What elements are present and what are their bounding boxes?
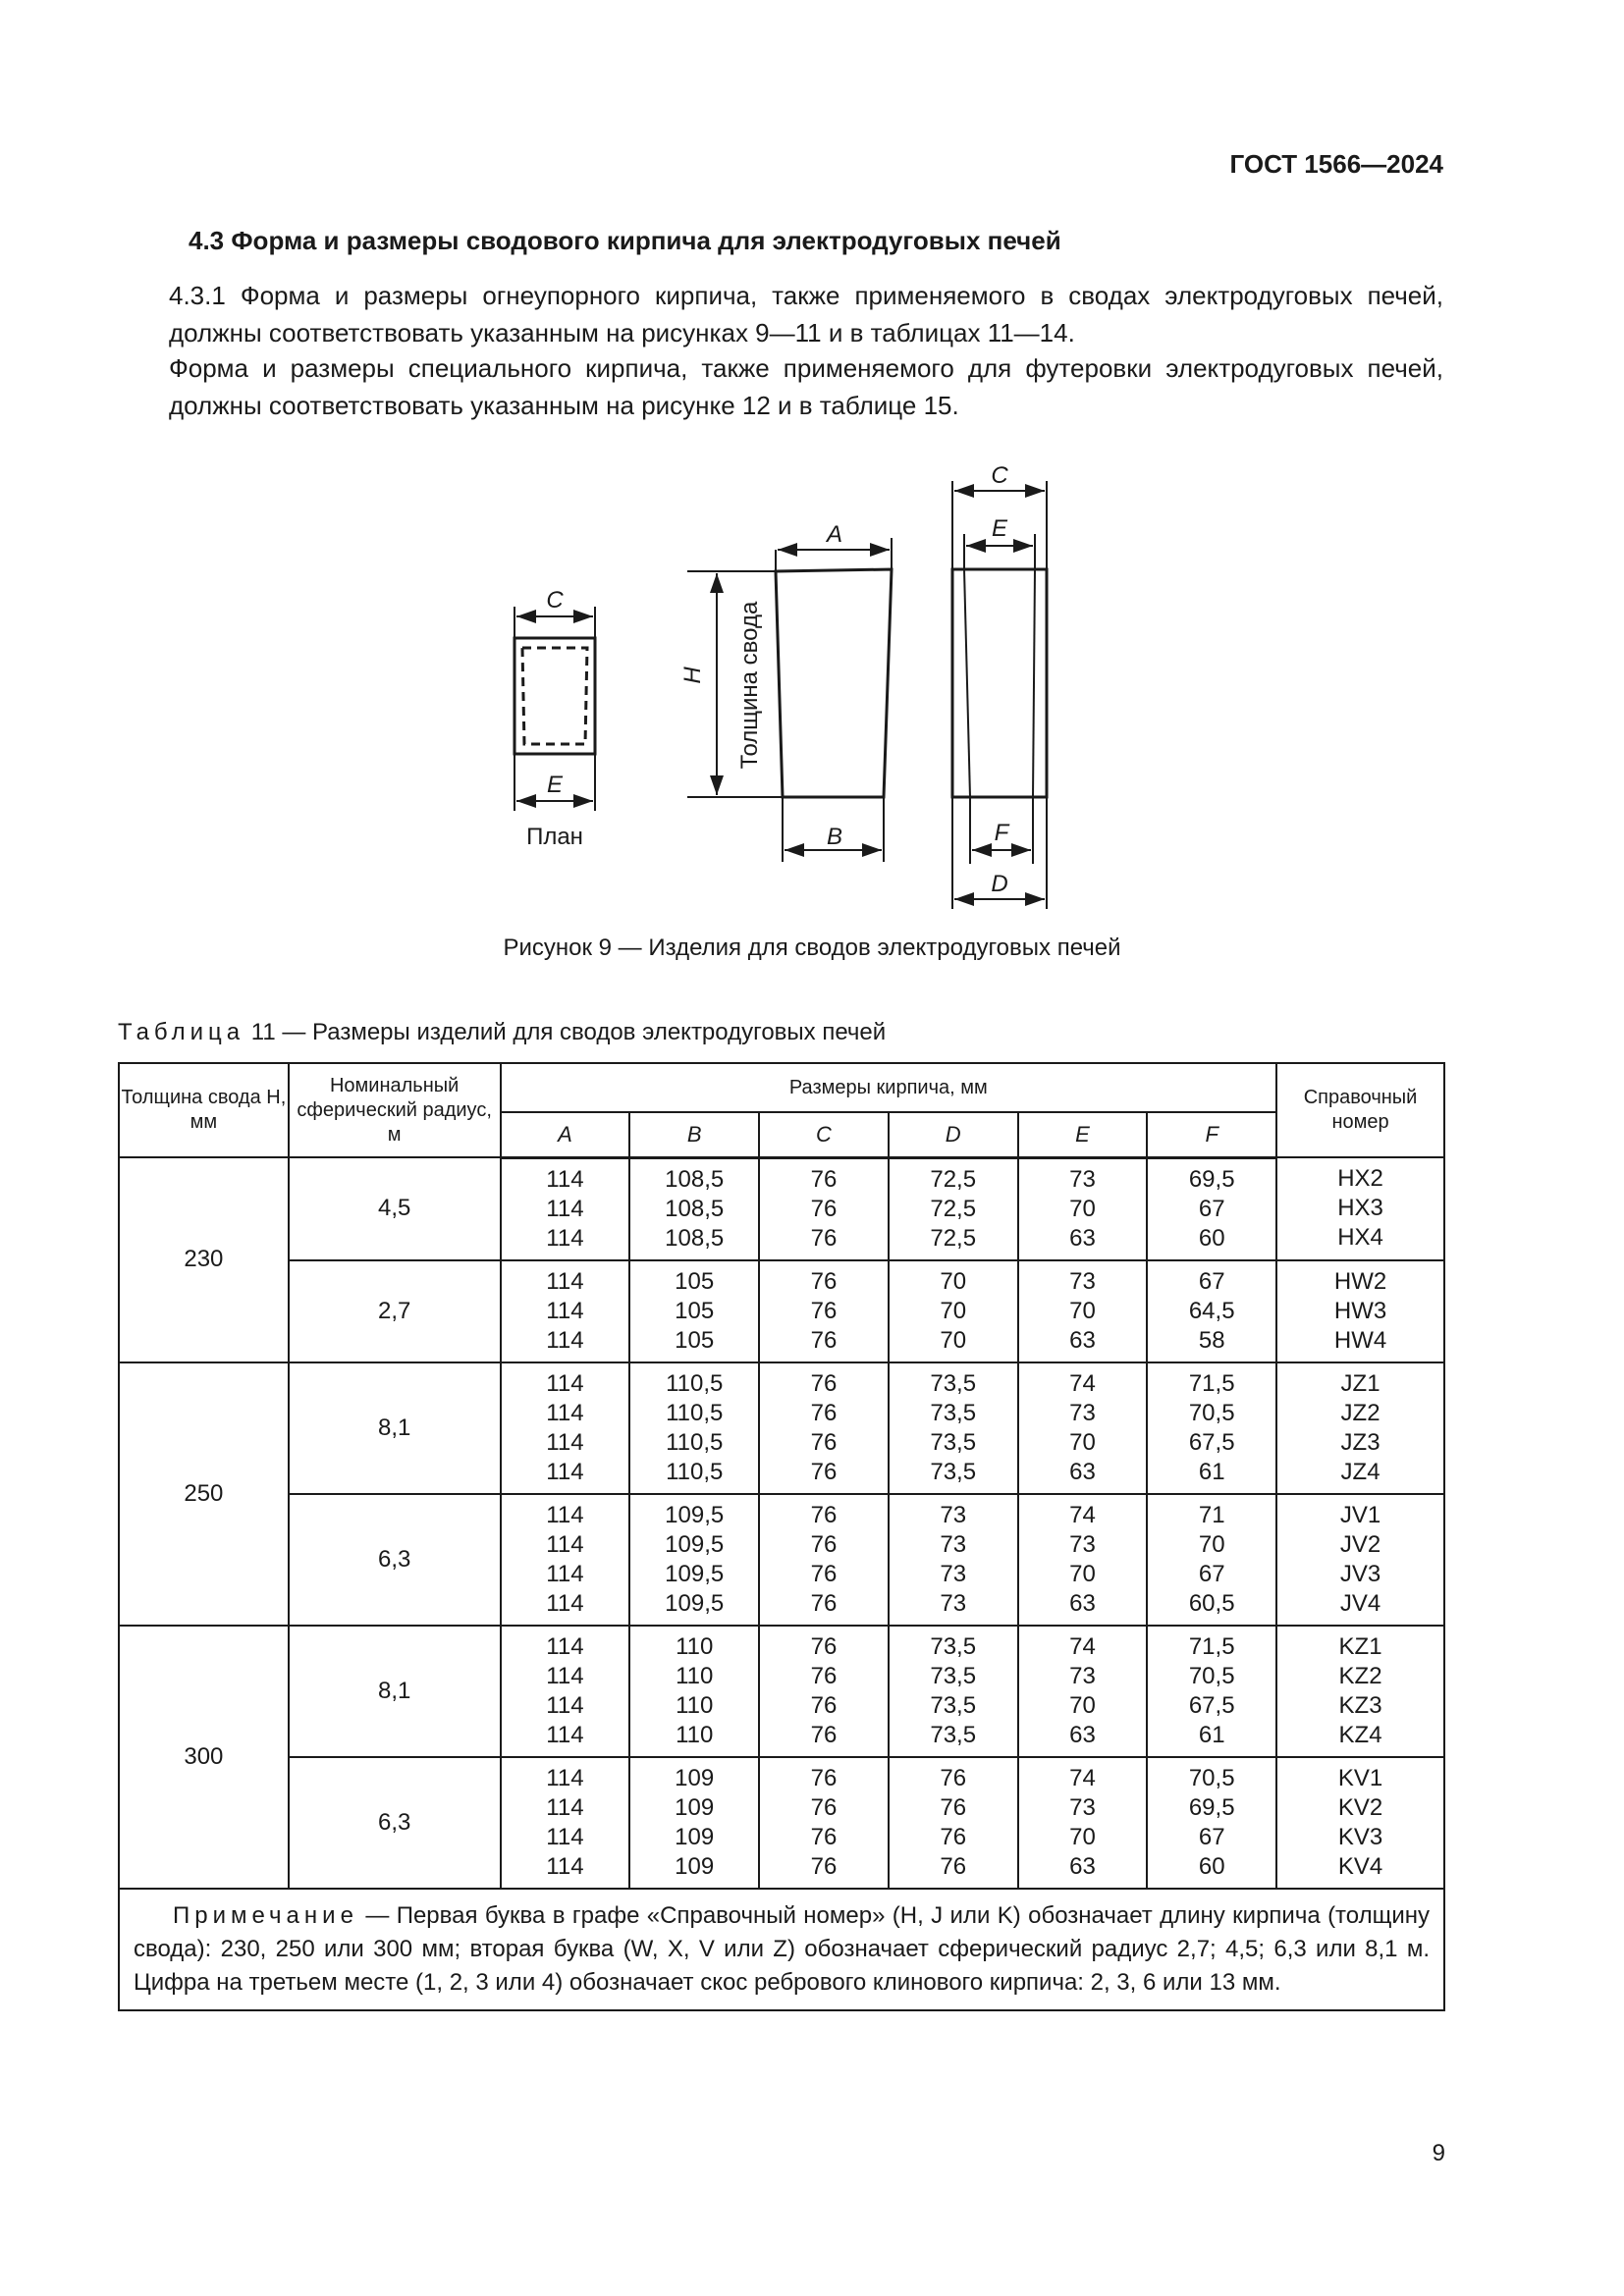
cell-c: 76 76 76 — [759, 1157, 889, 1260]
cell-radius: 8,1 — [289, 1626, 501, 1757]
cell-f: 71,5 70,5 67,5 61 — [1147, 1626, 1276, 1757]
label-a: A — [826, 521, 843, 548]
cell-b: 109,5 109,5 109,5 109,5 — [629, 1494, 759, 1626]
dimensions-table — [118, 1062, 1445, 2011]
cell-c: 76 76 76 76 — [759, 1757, 889, 1889]
table-note — [119, 1889, 1444, 2010]
cell-a: 114 114 114 114 — [501, 1362, 630, 1494]
cell-b: 109 109 109 109 — [629, 1757, 759, 1889]
table-title-text: 11 — Размеры изделий для сводов электродуговых печей — [250, 1019, 887, 1045]
paragraph-2 — [118, 349, 1443, 424]
table-row — [119, 1260, 1444, 1362]
table-title-word: Таблица — [118, 1019, 245, 1045]
cell-b: 108,5 108,5 108,5 — [629, 1157, 759, 1260]
header-dim-a: A — [501, 1112, 630, 1157]
header-sizes-text: Размеры кирпича, мм — [788, 1076, 988, 1098]
table-row — [119, 1157, 1444, 1260]
header-thickness-text: Толщина свода H, мм — [121, 1087, 287, 1133]
header-ref — [1276, 1063, 1444, 1157]
cell-e: 73 70 63 — [1018, 1260, 1148, 1362]
cell-a: 114 114 114 — [501, 1157, 630, 1260]
cell-radius: 2,7 — [289, 1260, 501, 1362]
page-number: 9 — [1432, 2140, 1445, 2166]
header-sizes — [501, 1063, 1277, 1112]
label-h: H — [679, 667, 706, 684]
cell-c: 76 76 76 76 — [759, 1626, 889, 1757]
label-c-end: C — [991, 462, 1008, 489]
document-id: ГОСТ 1566—2024 — [1229, 149, 1443, 179]
cell-b: 110 110 110 110 — [629, 1626, 759, 1757]
header-radius-text: Номинальный сферический радиус, м — [297, 1074, 492, 1146]
cell-f: 67 64,5 58 — [1147, 1260, 1276, 1362]
label-d: D — [991, 871, 1008, 897]
cell-c: 76 76 76 76 — [759, 1362, 889, 1494]
paragraph-1-text: 4.3.1 Форма и размеры огнеупорного кирпича, также применяемого в сводах электродуговых печей, должны соответствовать указанным на рисунках 9—11 и в таблицах 11—14. — [169, 281, 1443, 347]
cell-d: 73,5 73,5 73,5 73,5 — [889, 1626, 1018, 1757]
cell-thickness: 230 — [119, 1157, 289, 1362]
cell-d: 73 73 73 73 — [889, 1494, 1018, 1626]
label-f: F — [994, 820, 1009, 846]
cell-radius: 8,1 — [289, 1362, 501, 1494]
cell-ref: KZ1 KZ2 KZ3 KZ4 — [1276, 1626, 1444, 1757]
cell-e: 73 70 63 — [1018, 1157, 1148, 1260]
plan-dashed-outline — [522, 648, 587, 744]
cell-b: 110,5 110,5 110,5 110,5 — [629, 1362, 759, 1494]
header-dim-f: F — [1147, 1112, 1276, 1157]
cell-ref: JZ1 JZ2 JZ3 JZ4 — [1276, 1362, 1444, 1494]
label-plan: План — [526, 824, 583, 850]
cell-thickness: 300 — [119, 1626, 289, 1889]
paragraph-2-text: Форма и размеры специального кирпича, также применяемого для футеровки электродуговых печей, должны соответствовать указанным на рисунке 12 и в таблице 15. — [169, 353, 1443, 420]
label-e-plan: E — [546, 772, 564, 798]
table-row — [119, 1757, 1444, 1889]
cell-ref: HW2 HW3 HW4 — [1276, 1260, 1444, 1362]
header-dim-d: D — [889, 1112, 1018, 1157]
cell-thickness: 250 — [119, 1362, 289, 1626]
table-row — [119, 1494, 1444, 1626]
cell-e: 74 73 70 63 — [1018, 1494, 1148, 1626]
cell-f: 71 70 67 60,5 — [1147, 1494, 1276, 1626]
table-row — [119, 1362, 1444, 1494]
figure-caption: Рисунок 9 — Изделия для сводов электродуговых печей — [503, 934, 1121, 961]
cell-radius: 6,3 — [289, 1757, 501, 1889]
cell-radius: 6,3 — [289, 1494, 501, 1626]
label-thickness: Толщина свода — [736, 601, 763, 770]
label-b: B — [826, 824, 843, 850]
cell-f: 70,5 69,5 67 60 — [1147, 1757, 1276, 1889]
section-heading: 4.3 Форма и размеры сводового кирпича для электродуговых печей — [189, 226, 1061, 255]
side-view — [687, 538, 892, 862]
header-dim-e: E — [1018, 1112, 1148, 1157]
label-c-plan: C — [546, 587, 564, 614]
cell-c: 76 76 76 — [759, 1260, 889, 1362]
cell-ref: JV1 JV2 JV3 JV4 — [1276, 1494, 1444, 1626]
cell-a: 114 114 114 114 — [501, 1626, 630, 1757]
label-e-end: E — [991, 515, 1008, 542]
cell-f: 71,5 70,5 67,5 61 — [1147, 1362, 1276, 1494]
table-row — [119, 1626, 1444, 1757]
cell-d: 70 70 70 — [889, 1260, 1018, 1362]
cell-e: 74 73 70 63 — [1018, 1362, 1148, 1494]
end-inner-line — [964, 569, 970, 797]
header-radius — [289, 1063, 501, 1157]
cell-e: 74 73 70 63 — [1018, 1626, 1148, 1757]
end-inner-line — [1033, 569, 1035, 797]
side-outline — [776, 569, 892, 797]
cell-radius: 4,5 — [289, 1157, 501, 1260]
plan-outline — [514, 638, 595, 754]
header-dim-c: C — [759, 1112, 889, 1157]
table-body — [119, 1157, 1444, 1889]
header-thickness — [119, 1063, 289, 1157]
cell-b: 105 105 105 — [629, 1260, 759, 1362]
cell-d: 76 76 76 76 — [889, 1757, 1018, 1889]
header-ref-text: Справочный номер — [1303, 1087, 1418, 1133]
cell-f: 69,5 67 60 — [1147, 1157, 1276, 1260]
cell-a: 114 114 114 — [501, 1260, 630, 1362]
paragraph-1 — [118, 277, 1443, 351]
figure-9-drawing — [0, 452, 1624, 923]
note-word: Примечание — [173, 1901, 358, 1929]
cell-e: 74 73 70 63 — [1018, 1757, 1148, 1889]
cell-ref: HX2 HX3 HX4 — [1276, 1157, 1444, 1260]
cell-a: 114 114 114 114 — [501, 1494, 630, 1626]
cell-ref: KV1 KV2 KV3 KV4 — [1276, 1757, 1444, 1889]
cell-d: 72,5 72,5 72,5 — [889, 1157, 1018, 1260]
cell-a: 114 114 114 114 — [501, 1757, 630, 1889]
cell-d: 73,5 73,5 73,5 73,5 — [889, 1362, 1018, 1494]
cell-c: 76 76 76 76 — [759, 1494, 889, 1626]
note-text: — Первая буква в графе «Справочный номер» (H, J или K) обозначает длину кирпича (толщину свода): 230, 250 или 300 мм; вторая буква (W, X, V или Z) обозначает сферический радиус 2,7; 4,5; 6,3 или 8,1 м. Цифра на третьем месте (1, 2, 3 или 4) обозначает скос ребрового клинового кирпича: 2, 3, 6 или 13 мм. — [134, 1901, 1431, 1996]
table-title — [118, 1019, 886, 1046]
header-dim-b: B — [629, 1112, 759, 1157]
